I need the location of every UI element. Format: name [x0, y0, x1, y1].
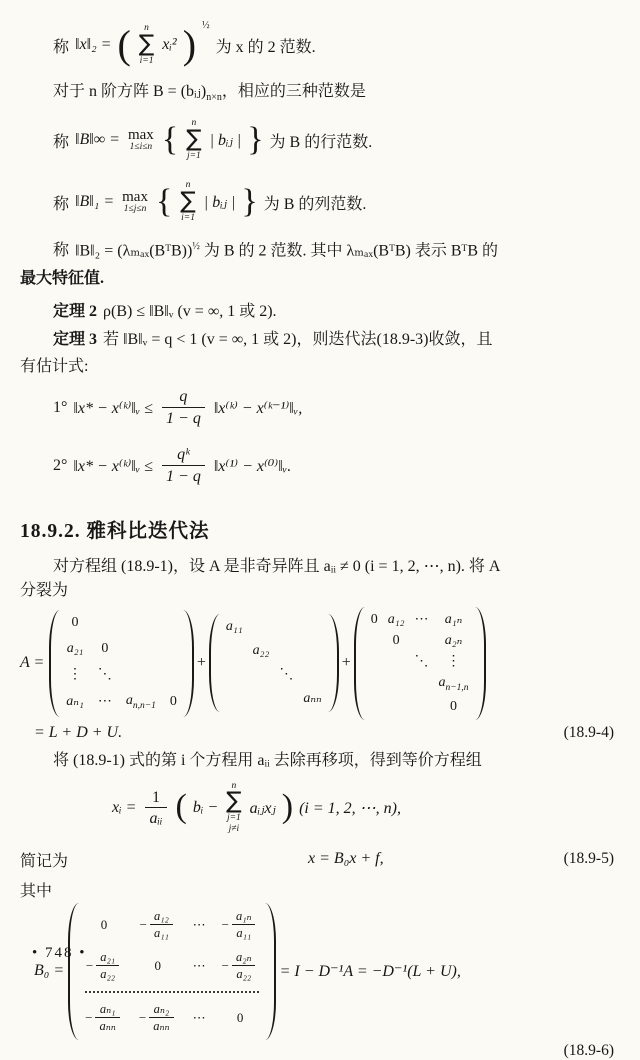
estimate-rhs: ‖x⁽ᵏ⁾ − x⁽ᵏ⁻¹⁾‖ᵥ, — [213, 399, 303, 417]
equation-result: = I − D⁻¹A = −D⁻¹(L + U), — [279, 963, 461, 981]
denominator: a₂₂ — [96, 965, 119, 982]
matrix-2norm-line1 — [20, 239, 614, 263]
numerator: a₂ₙ — [235, 949, 252, 964]
fraction — [162, 445, 205, 485]
plus-sign: + — [341, 654, 351, 672]
matrix-dotted-divider — [85, 991, 258, 993]
paragraph-line2: 分裂为 — [20, 581, 69, 599]
sum-term: | bᵢⱼ | — [209, 132, 242, 150]
matrix-cell — [126, 694, 156, 711]
matrix-cell: 0 — [101, 640, 109, 656]
tail-text: 为 x 的 2 范数. — [215, 38, 316, 56]
matrix-cell: a₂₂ — [252, 643, 270, 659]
estimate-lhs: ‖x* − x⁽ᵏ⁾‖ᵥ ≤ — [73, 399, 154, 417]
matrix-U — [354, 607, 486, 720]
formula-row-norm — [20, 115, 614, 165]
matrix-cell — [140, 909, 176, 941]
estimate-rhs: ‖x⁽¹⁾ − x⁽⁰⁾‖ᵥ. — [213, 457, 292, 475]
summation — [186, 118, 202, 162]
matrix-cell: a₂₁ — [66, 640, 84, 656]
sigma-symbol: ∑ — [180, 188, 196, 215]
theorem-3 — [20, 326, 614, 376]
matrix-cell: ⋱ — [279, 667, 294, 683]
numerator: q — [179, 388, 188, 406]
left-paren — [209, 614, 220, 712]
intro-part2: ，相应的三种范数是 — [221, 83, 366, 100]
sigma-symbol: ∑ — [186, 126, 202, 153]
theorem-2 — [20, 298, 614, 321]
fraction — [162, 387, 205, 427]
denominator: 1 − q — [162, 465, 205, 486]
tail-text: 为 B 的行范数. — [269, 133, 373, 151]
matrix-L-grid — [60, 610, 183, 717]
sum-lower-limit: j=1 — [186, 151, 201, 162]
estimate-lhs: ‖x* − x⁽ᵏ⁾‖ᵥ ≤ — [73, 457, 154, 475]
matrix-cell — [85, 1002, 123, 1034]
formula-matrix-2norm — [20, 239, 614, 290]
cell-base: a — [125, 692, 133, 708]
minus-sign: − — [221, 957, 229, 973]
matrix-cell: a₁₂ — [387, 611, 405, 627]
matrix-B0-grid — [79, 903, 264, 1040]
sum-upper-limit: n — [231, 780, 237, 791]
matrix-cell: ⋯ — [192, 917, 206, 933]
fraction — [145, 788, 166, 828]
numerator: a₂₁ — [100, 949, 116, 964]
paragraph-line1: 对方程组 (18.9-1)，设 A 是非奇异阵且 aᵢᵢ ≠ 0 (i = 1, 2, ⋯, n). 将 A — [53, 557, 501, 575]
denominator: a₁₁ — [150, 924, 173, 941]
matrix-2norm-line2: 最大特征值. — [20, 269, 105, 287]
minus-sign: − — [139, 916, 147, 932]
matrix-L — [49, 610, 194, 717]
intro-text — [53, 80, 366, 105]
max-operator — [122, 190, 148, 215]
equation-18-9-4 — [20, 607, 614, 720]
right-paren: ) — [182, 22, 197, 67]
sum-lower-limit-1: j=1 — [227, 813, 241, 824]
formula-xi — [20, 777, 614, 839]
numerator: a₁ₙ — [235, 908, 252, 923]
left-paren — [68, 903, 79, 1040]
summation — [139, 23, 155, 67]
denominator: aₙₙ — [95, 1017, 119, 1034]
matrix-cell: 0 — [154, 958, 161, 974]
matrix-cell — [139, 1002, 177, 1034]
summation — [180, 180, 196, 224]
max-symbol: max — [127, 126, 154, 143]
matrix-cell: 0 — [100, 917, 108, 933]
matrix-cell — [222, 950, 259, 982]
estimate-1 — [20, 385, 614, 431]
formula-vector-2norm — [20, 20, 614, 70]
sum-lower-limit: i=1 — [139, 55, 154, 66]
exponent: ½ — [202, 20, 210, 31]
sum-term: xᵢ² — [162, 36, 177, 53]
matrix-cell: ⋯ — [192, 1010, 206, 1026]
right-paren — [475, 607, 486, 720]
theorem-3-line1 — [20, 326, 614, 349]
matrix-cell: a₁₁ — [225, 619, 243, 635]
cell-base: a — [438, 674, 446, 690]
lead-text: 简记为 — [20, 852, 69, 870]
denominator: a₁₁ — [232, 924, 255, 941]
theorem-3-label: 定理 3 — [53, 330, 98, 348]
theorem-3-body: 若 ‖B‖ᵥ = q < 1 (v = ∞, 1 或 2)，则迭代法(18.9-3)收敛，且 — [103, 330, 493, 348]
equation-lhs: A = — [20, 654, 45, 672]
index-condition: (i = 1, 2, ⋯, n), — [299, 799, 401, 817]
equation-result-line — [20, 724, 614, 742]
matrix-cell — [439, 676, 469, 693]
page-number: • 748 • — [32, 945, 87, 961]
minus-sign: − — [85, 1009, 93, 1025]
matrix-cell: ⋱ — [97, 666, 112, 682]
theorem-2-body: ρ(B) ≤ ‖B‖ᵥ (v = ∞, 1 或 2). — [103, 302, 277, 320]
equation-lhs: B₀ = — [34, 962, 65, 980]
minus-sign: − — [85, 957, 94, 973]
numerator: qᵏ — [177, 446, 190, 464]
section-heading: 18.9.2. 雅科比迭代法 — [20, 520, 210, 542]
item-number: 2° — [53, 456, 68, 474]
equation-tag: (18.9-4) — [563, 723, 614, 741]
decomposition-result: = L + D + U. — [34, 723, 123, 741]
equation-tag-line — [20, 1042, 614, 1060]
matrix-norm-intro — [20, 80, 614, 105]
theorem-3-line2: 有估计式: — [20, 357, 89, 375]
right-paren — [328, 614, 339, 712]
matrix-cell: 0 — [370, 611, 378, 627]
matrix-D-grid — [220, 614, 328, 712]
tail-text: 为 B 的列范数. — [263, 195, 367, 213]
numerator: aₙ₂ — [153, 1001, 170, 1016]
intro-subscript: n×n — [206, 92, 222, 104]
equation-tag: (18.9-5) — [563, 850, 614, 868]
sum-term: aᵢⱼxⱼ — [249, 799, 276, 817]
theorem-2-label: 定理 2 — [53, 302, 98, 320]
norm-lhs: ‖B‖₁ = — [75, 193, 115, 211]
matrix-cell: ⋯ — [97, 694, 112, 710]
lead-text: 称 — [53, 133, 70, 151]
equation-18-9-5 — [20, 848, 614, 871]
left-paren: ( — [117, 22, 131, 67]
equation-18-9-6 — [20, 903, 614, 1040]
paragraph-among: 其中 — [20, 882, 53, 900]
cell-subscript: n,n−1 — [132, 700, 156, 711]
cell-subscript: n−1,n — [445, 682, 469, 693]
denominator: 1 − q — [162, 407, 205, 428]
norm-lhs: ‖B‖∞ = — [75, 131, 120, 149]
max-condition: 1≤i≤n — [129, 141, 153, 152]
lead-text: 称 — [53, 242, 70, 260]
sum-upper-limit: n — [185, 180, 191, 191]
lead-text: 称 — [53, 38, 70, 56]
matrix-cell: ⋮ — [68, 666, 83, 682]
numerator: 1 — [151, 788, 160, 806]
equation-tag: (18.9-6) — [563, 1041, 614, 1059]
denominator: aₙₙ — [149, 1017, 173, 1034]
matrix-cell: 0 — [450, 698, 458, 714]
formula-part1: ‖B‖₂ = (λₘₐₓ(BᵀB)) — [75, 242, 193, 260]
paragraph-divide: 将 (18.9-1) 式的第 i 个方程用 aᵢᵢ 去除再移项，得到等价方程组 — [53, 751, 482, 769]
matrix-cell: a₂ₙ — [444, 632, 463, 648]
left-paren — [354, 607, 365, 720]
matrix-cell — [222, 909, 259, 941]
lead-text: 称 — [53, 195, 70, 213]
matrix-cell: ⋮ — [446, 653, 461, 669]
left-paren: ( — [175, 788, 187, 826]
matrix-cell: 0 — [169, 694, 177, 710]
formula-body — [75, 239, 498, 263]
right-brace: } — [241, 182, 258, 220]
minus-sign: − — [221, 916, 229, 932]
denominator: aᵢᵢ — [145, 807, 166, 828]
formula-part2: 为 B 的 2 范数. 其中 λₘₐₓ(BᵀB) 表示 BᵀB 的 — [203, 242, 499, 260]
matrix-cell: aₙ₁ — [66, 694, 84, 710]
sum-upper-limit: n — [191, 118, 197, 129]
sigma-symbol: ∑ — [138, 31, 155, 58]
right-paren — [265, 903, 276, 1040]
formula-col-norm — [20, 177, 614, 227]
right-brace: } — [247, 120, 264, 158]
denominator: a₂₂ — [232, 965, 255, 982]
right-paren: ) — [281, 788, 294, 826]
estimate-2 — [20, 443, 614, 489]
left-brace: { — [161, 120, 179, 158]
matrix-cell: aₙₙ — [303, 691, 322, 707]
b-i-minus: bᵢ − — [192, 798, 219, 816]
matrix-cell: ⋯ — [414, 611, 429, 627]
norm-lhs: ‖x‖₂ = — [75, 36, 112, 53]
matrix-U-grid — [365, 607, 475, 720]
sum-lower-limit: i=1 — [181, 213, 195, 224]
equation-body: x = B₀x + f, — [308, 850, 384, 868]
item-number: 1° — [53, 398, 68, 416]
numerator: aₙ₁ — [99, 1001, 116, 1016]
matrix-cell: 0 — [392, 632, 400, 648]
max-operator — [128, 128, 154, 153]
left-brace: { — [155, 182, 173, 220]
matrix-B0 — [68, 903, 275, 1040]
minus-sign: − — [138, 1009, 147, 1025]
paragraph-split-a — [20, 555, 614, 603]
max-condition: 1≤j≤n — [123, 203, 147, 214]
matrix-cell: ⋯ — [192, 958, 206, 974]
plus-sign: + — [196, 654, 206, 672]
matrix-D — [209, 614, 339, 712]
matrix-cell: a₁ₙ — [444, 611, 463, 627]
intro-part1: 对于 n 阶方阵 B = (bᵢⱼ) — [53, 83, 207, 100]
matrix-cell: 0 — [71, 614, 79, 630]
matrix-cell: 0 — [236, 1010, 244, 1026]
sum-lower-limit-2: j≠i — [228, 824, 240, 835]
right-paren — [183, 610, 194, 717]
matrix-cell: ⋱ — [414, 653, 429, 669]
max-symbol: max — [122, 188, 148, 205]
sum-upper-limit: n — [144, 23, 149, 34]
summation — [226, 781, 242, 836]
matrix-cell — [86, 950, 122, 982]
sum-term: | bᵢⱼ | — [203, 194, 236, 212]
sigma-symbol: ∑ — [226, 788, 242, 815]
exponent: ½ — [192, 241, 200, 253]
formula-lhs: xᵢ = — [112, 798, 137, 816]
left-paren — [49, 610, 60, 717]
numerator: a₁₂ — [153, 908, 169, 923]
